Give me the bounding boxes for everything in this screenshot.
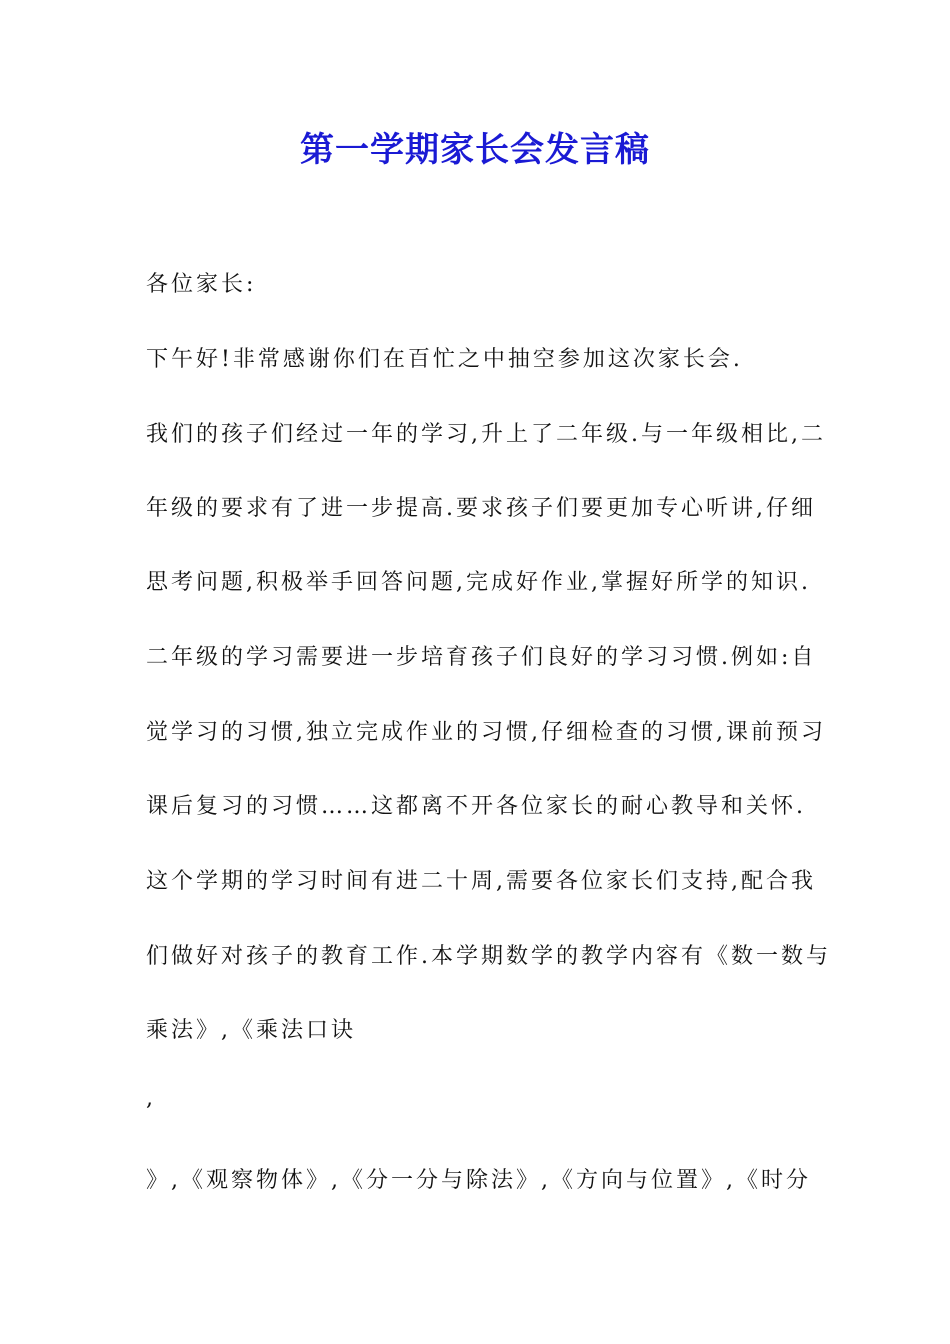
paragraph-line: 年级的要求有了进一步提高.要求孩子们要更加专心听讲,仔细 xyxy=(146,496,816,521)
paragraph-line: 思考问题,积极举手回答问题,完成好作业,掌握好所学的知识. xyxy=(146,570,811,595)
paragraph-line: 》,《观察物体》,《分一分与除法》,《方向与位置》,《时分 xyxy=(146,1168,811,1193)
paragraph-line: 下午好!非常感谢你们在百忙之中抽空参加这次家长会. xyxy=(146,347,743,372)
salutation: 各位家长: xyxy=(146,272,257,297)
paragraph-line: 觉学习的习惯,独立完成作业的习惯,仔细检查的习惯,课前预习 xyxy=(146,720,826,745)
paragraph-line: , xyxy=(146,1086,156,1111)
document-title: 第一学期家长会发言稿 xyxy=(300,130,650,170)
paragraph-line: 我们的孩子们经过一年的学习,升上了二年级.与一年级相比,二 xyxy=(146,422,826,447)
paragraph-line: 二年级的学习需要进一步培育孩子们良好的学习习惯.例如:自 xyxy=(146,645,817,670)
paragraph-line: 们做好对孩子的教育工作.本学期数学的教学内容有《数一数与 xyxy=(146,944,831,969)
paragraph-line: 课后复习的习惯……这都离不开各位家长的耐心教导和关怀. xyxy=(146,794,806,819)
paragraph-line: 乘法》,《乘法口诀 xyxy=(146,1018,356,1043)
paragraph-line: 这个学期的学习时间有进二十周,需要各位家长们支持,配合我 xyxy=(146,869,816,894)
